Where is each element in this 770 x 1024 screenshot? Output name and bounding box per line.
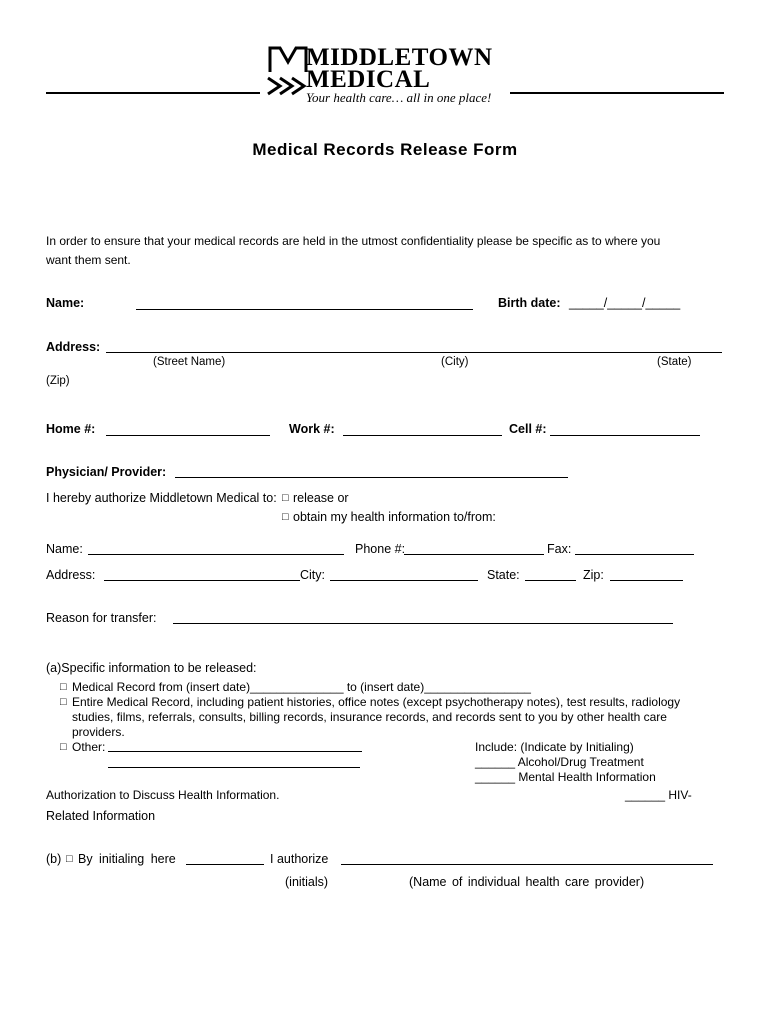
entire-record-line-1: Entire Medical Record, including patient histories, office notes (except psychotherapy notes), test results, radiology bbox=[72, 695, 681, 709]
state-caption: (State) bbox=[657, 356, 692, 368]
physician-label: Physician/ Provider: bbox=[46, 465, 167, 479]
auth-discuss-text: Authorization to Discuss Health Information. bbox=[46, 788, 280, 802]
contact-fax-field[interactable] bbox=[575, 554, 694, 555]
initials-caption: (initials) bbox=[285, 875, 329, 889]
other-label: Other: bbox=[72, 740, 106, 754]
physician-field[interactable] bbox=[175, 477, 568, 478]
logo bbox=[266, 44, 506, 106]
record-range-checkbox[interactable]: □ bbox=[60, 681, 67, 693]
entire-record-checkbox[interactable]: □ bbox=[60, 696, 67, 708]
related-info-text: Related Information bbox=[46, 809, 156, 823]
other-field-1[interactable] bbox=[108, 751, 362, 752]
logo-tagline: Your health care… all in one place! bbox=[306, 90, 492, 105]
alcohol-drug-initial[interactable]: ______ Alcohol/Drug Treatment bbox=[475, 755, 644, 769]
birth-date-field[interactable]: _____/_____/_____ bbox=[569, 296, 681, 310]
header-rule-right bbox=[510, 92, 724, 94]
by-initialing-text: By initialing here bbox=[78, 852, 176, 866]
provider-caption: (Name of individual health care provider) bbox=[409, 875, 645, 889]
zip-caption: (Zip) bbox=[46, 375, 70, 387]
work-phone-label: Work #: bbox=[289, 422, 335, 436]
contact-address-field[interactable] bbox=[104, 580, 300, 581]
name-field[interactable] bbox=[136, 309, 473, 310]
intro-line-1: In order to ensure that your medical records are held in the utmost confidentiality please be specific as to where you bbox=[46, 234, 661, 248]
cell-phone-field[interactable] bbox=[550, 435, 700, 436]
contact-address-label: Address: bbox=[46, 568, 96, 582]
release-option-label: release or bbox=[293, 491, 349, 505]
i-authorize-text: I authorize bbox=[270, 852, 329, 866]
birth-date-label: Birth date: bbox=[498, 296, 561, 310]
obtain-checkbox[interactable]: □ bbox=[282, 511, 289, 523]
contact-fax-label: Fax: bbox=[547, 542, 572, 556]
reason-field[interactable] bbox=[173, 623, 673, 624]
address-field[interactable] bbox=[106, 352, 722, 353]
release-checkbox[interactable]: □ bbox=[282, 492, 289, 504]
contact-name-field[interactable] bbox=[88, 554, 344, 555]
contact-name-label: Name: bbox=[46, 542, 83, 556]
initial-checkbox[interactable]: □ bbox=[66, 853, 73, 865]
other-checkbox[interactable]: □ bbox=[60, 741, 67, 753]
header-rule-left bbox=[46, 92, 260, 94]
contact-phone-field[interactable] bbox=[404, 554, 544, 555]
obtain-option-label: obtain my health information to/from: bbox=[293, 510, 496, 524]
hiv-initial[interactable]: ______ HIV- bbox=[625, 788, 692, 802]
contact-city-field[interactable] bbox=[330, 580, 478, 581]
logo-line1: MIDDLETOWN bbox=[306, 44, 493, 71]
contact-state-label: State: bbox=[487, 568, 520, 582]
address-label: Address: bbox=[46, 340, 101, 354]
initial-prefix: (b) bbox=[46, 852, 62, 866]
page-title: Medical Records Release Form bbox=[252, 140, 518, 159]
other-field-2[interactable] bbox=[108, 767, 360, 768]
home-phone-label: Home #: bbox=[46, 422, 96, 436]
contact-state-field[interactable] bbox=[525, 580, 576, 581]
provider-name-field[interactable] bbox=[341, 864, 713, 865]
entire-record-line-2: studies, films, referrals, consults, billing records, insurance records, and records sent to you by other health care bbox=[72, 710, 667, 724]
cell-phone-label: Cell #: bbox=[509, 422, 547, 436]
mental-health-initial[interactable]: ______ Mental Health Information bbox=[475, 770, 656, 784]
authorize-text: I hereby authorize Middletown Medical to: bbox=[46, 491, 277, 505]
home-phone-field[interactable] bbox=[106, 435, 270, 436]
name-label: Name: bbox=[46, 296, 85, 310]
intro-line-2: want them sent. bbox=[46, 253, 131, 267]
work-phone-field[interactable] bbox=[343, 435, 502, 436]
include-label: Include: (Indicate by Initialing) bbox=[475, 740, 634, 754]
street-caption: (Street Name) bbox=[153, 356, 226, 368]
reason-label: Reason for transfer: bbox=[46, 611, 157, 625]
logo-line2: MEDICAL bbox=[306, 66, 431, 93]
contact-city-label: City: bbox=[300, 568, 325, 582]
record-range-text: Medical Record from (insert date)______________ to (insert date)________________ bbox=[72, 680, 531, 694]
contact-zip-label: Zip: bbox=[583, 568, 604, 582]
city-caption: (City) bbox=[441, 356, 469, 368]
entire-record-line-3: providers. bbox=[72, 725, 125, 739]
initials-field[interactable] bbox=[186, 864, 264, 865]
specific-heading: (a)Specific information to be released: bbox=[46, 661, 257, 675]
contact-zip-field[interactable] bbox=[610, 580, 683, 581]
contact-phone-label: Phone #: bbox=[355, 542, 406, 556]
